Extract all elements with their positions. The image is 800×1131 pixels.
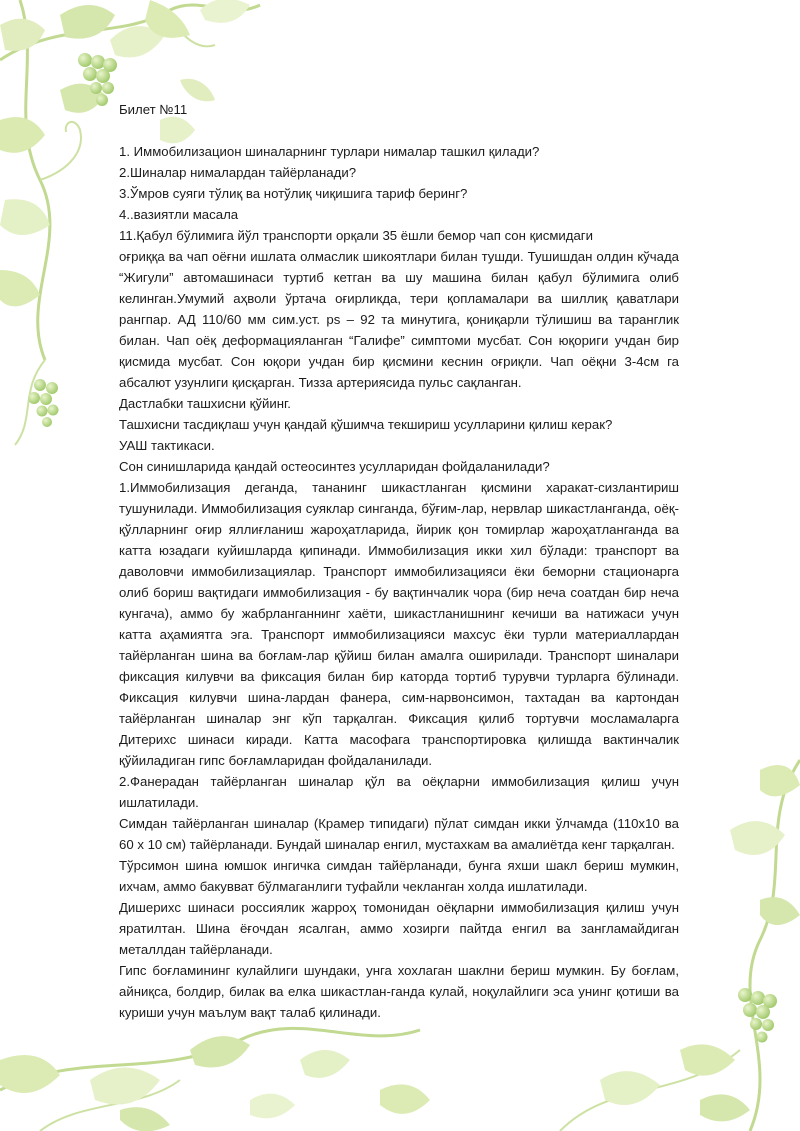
answer-paragraph: Гипс боғламининг кулайлиги шундаки, унга хохлаган шаклни бериш мумкин. Бу боғлам, айниқса, болдир, билак ва елка шикастлан-ганда кулай, ноқулайлиги эса унинг қотиши ва куриши учун маълум вақт талаб қилинади. bbox=[119, 963, 679, 1020]
question-2: 2.Шиналар нималардан тайёрланади? bbox=[119, 165, 357, 180]
ticket-title: Билет №11 bbox=[119, 102, 188, 117]
answer-paragraph: 1.Иммобилизация деганда, тананинг шикастланган қисмини харакат-сизлантириш тушунилади. Иммобилизация суяклар синганда, бўғим-лар, нервлар шикастланганда, оёқ-қўлларнинг оғир яллиғланиш жароҳатларида, йирик қон томирлар жароҳатланганда ва катта юзадаги куйишларда қипинади. Иммобилизация икки хил бўлади: транспорт ва даволовчи иммобилизациялар. Транспорт иммобилизацияси ёки беморни стационарга олиб бориш вақтидаги иммобилизация - бу вақтинчалик чора (бир неча соатдан бир неча кунгача), аммо бу жабрланганнинг хаёти, шикастланишнинг кечиши ва натижаси учун катта аҳамиятга эга. Транспорт иммобилизацияси махсус ёки турли материаллардан тайёрланган шина ва боғлам-лар қўйиш билан амалга оширилади. Транспорт шиналари фиксация килувчи ва фиксация билан бир каторда тортиб турувчи турларга бўлинади. Фиксация килувчи шина-лардан фанера, сим-нарвонсимон, тахтадан ва картондан тайёрланган шиналар энг кўп тарқалган. Фиксация қилиб тортувчи мосламаларга Дитерихс шинаси киради. Катта масофага транспортировка қилишда вактинчалик қўйиладиган гипс боғламларидан фойдаланилади. bbox=[119, 480, 679, 768]
answer-paragraph: Тўрсимон шина юмшок ингичка симдан тайёрланади, бунга яхши шакл бериш мумкин, ихчам, аммо бакувват бўлмаганлиги туфайли чекланган холда ишлатилади. bbox=[119, 858, 679, 894]
answer-paragraph: Симдан тайёрланган шиналар (Крамер типидаги) пўлат симдан икки ўлчамда (110x10 ва 60 x 10 см) тайёрланади. Бундай шиналар енгил, мустахкам ва амалиётда кенг тарқалган. bbox=[119, 816, 679, 852]
task-item: Сон синишларида қандай остеосинтез усулларидан фойдаланилади? bbox=[119, 459, 550, 474]
bottom-left-vine-ornament bbox=[0, 1028, 430, 1131]
task-item: Дастлабки ташхисни қўйинг. bbox=[119, 396, 291, 411]
answer-paragraph: 2.Фанерадан тайёрланган шиналар қўл ва оёқларни иммобилизация қилиш учун ишлатилади. bbox=[119, 774, 679, 810]
grape-cluster bbox=[78, 53, 117, 106]
question-4: 4..вазиятли масала bbox=[119, 207, 239, 222]
question-3: 3.Ўмров суяги тўлиқ ва нотўлиқ чиқишига тариф беринг? bbox=[119, 186, 468, 201]
ticket-document bbox=[119, 99, 679, 1023]
case-description: оғриққа ва чап оёғни ишлата олмаслик шикоятлари билан тушди. Тушишдан олдин кўчада “Жигули” автомашинаси туртиб кетган ва шу машина билан қабул бўлимига олиб келинган.Умумий аҳволи ўртача оғирликда, тери қопламалари ва шиллиқ қаватлари рангпар. АД 110/60 мм сим.уст. ps – 92 та минутига, қониқарли тўлишиш ва таранглик билан. Чап оёқ деформацияланган “Галифе” симптоми мусбат. Сон юқориги учдан бир қисмида мусбат. Сон юқори учдан бир қисмини кеснин оғриқли. Чап оёқни 3-4см га абсалют узунлиги қисқарган. Тизза артериясида пульс сақланган. bbox=[119, 249, 679, 390]
task-item: УАШ тактикаси. bbox=[119, 438, 215, 453]
answer-paragraph: Дишерихс шинаси россиялик жарроҳ томонидан оёқларни иммобилизация қилиш учун яратилтан. Шина ёғочдан ясалган, аммо хозирги пайтда енгил ва зангламайдиган металлдан тайёрланади. bbox=[119, 900, 679, 957]
case-intro-line: 11.Қабул бўлимига йўл транспорти орқали 35 ёшли бемор чап сон қисмидаги bbox=[119, 228, 593, 243]
task-item: Ташхисни тасдиқлаш учун қандай қўшимча текшириш усулларини қилиш керак? bbox=[119, 417, 613, 432]
question-1: 1. Иммобилизацион шиналарнинг турлари нималар ташкил қилади? bbox=[119, 144, 540, 159]
